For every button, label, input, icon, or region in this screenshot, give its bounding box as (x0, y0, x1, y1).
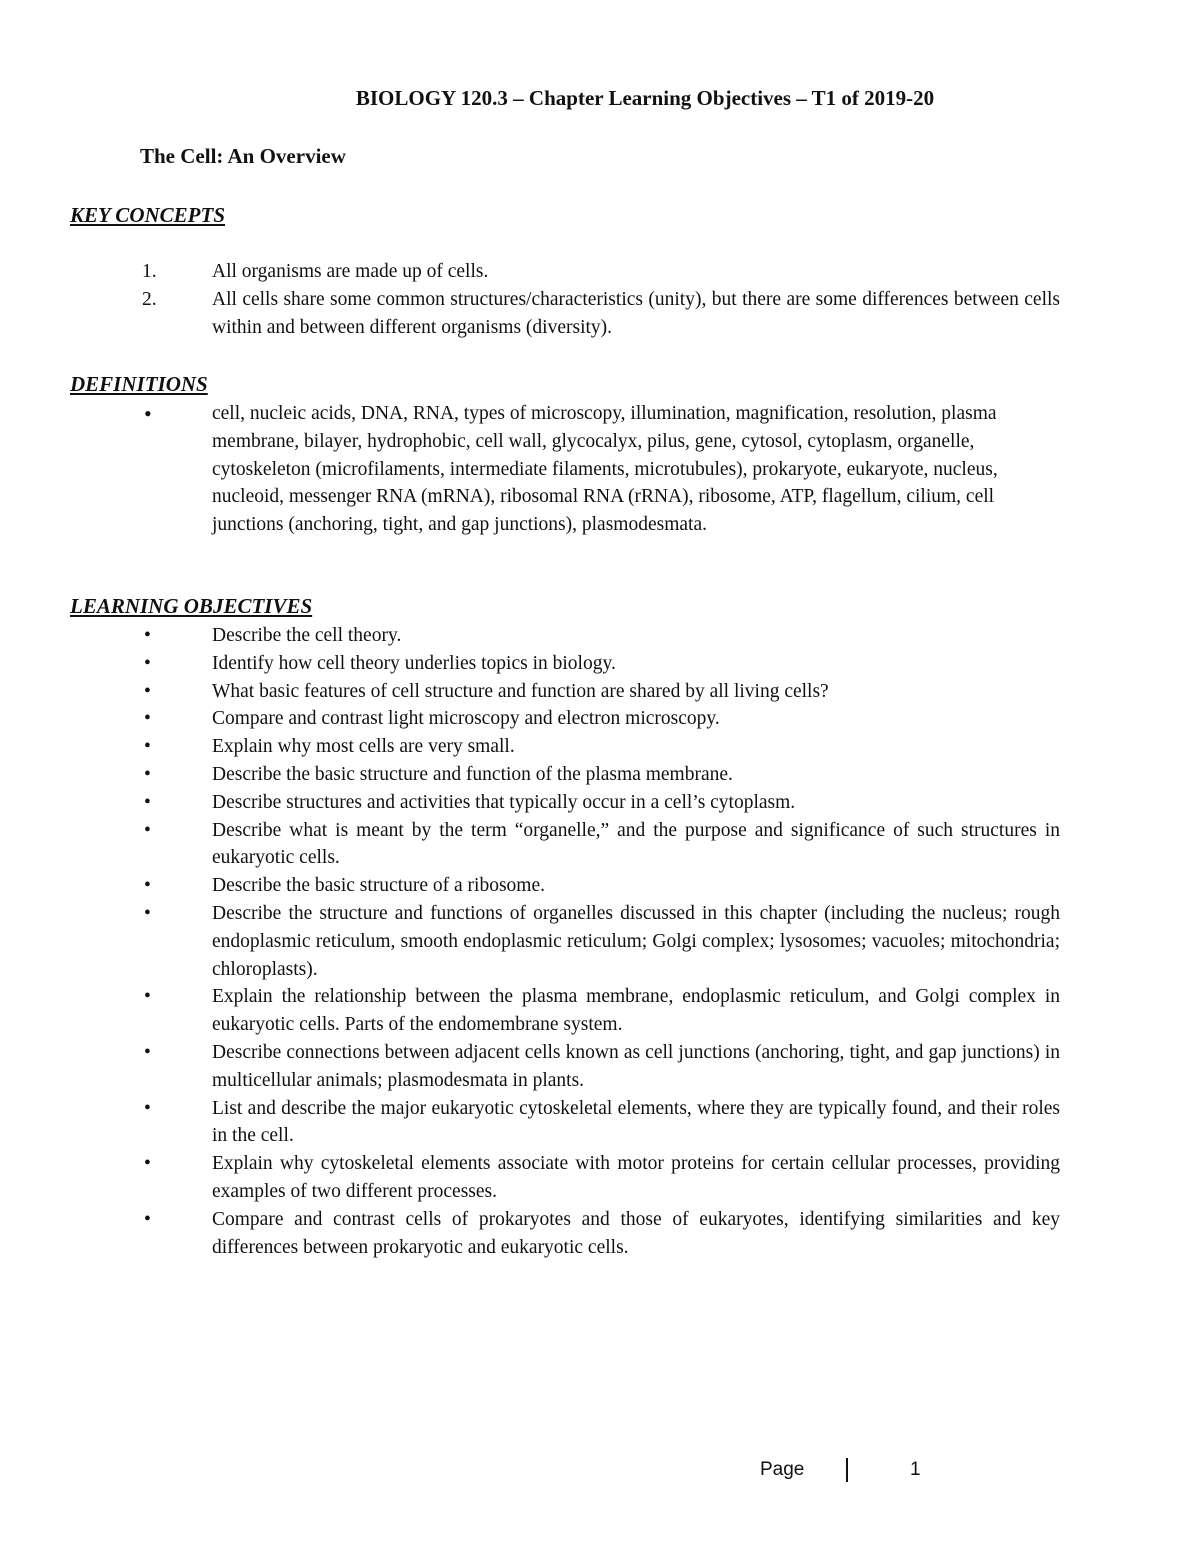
bullet-icon: • (144, 625, 151, 646)
bullet-icon: • (144, 736, 151, 758)
objective-item (70, 1150, 1060, 1206)
objective-item (70, 983, 1060, 1039)
objective-text: Explain why cytoskeletal elements associate with motor proteins for certain cellular processes, providing examples of two different processes. (212, 1153, 1060, 1202)
key-concepts-heading: KEY CONCEPTS (70, 203, 225, 227)
objective-text: Compare and contrast light microscopy and electron microscopy. (212, 708, 720, 730)
definition-text: cell, nucleic acids, DNA, RNA, types of microscopy, illumination, magnification, resolution, plasma membrane, bilayer, hydrophobic, cell wall, glycocalyx, pilus, gene, cytosol, cytoplasm, organelle, cytoskeleton (microfilaments, intermediate filaments, microtubules), prokaryote, eukaryote, nucleus, nucleoid, messenger RNA (mRNA), ribosomal RNA (rRNA), ribosome, ATP, flagellum, cilium, cell junctions (anchoring, tight, and gap junctions), plasmodesmata. (212, 403, 998, 536)
objective-text: List and describe the major eukaryotic cytoskeletal elements, where they are typically found, and their roles in the cell. (212, 1097, 1060, 1147)
bullet-icon: • (144, 680, 151, 702)
key-concept-text: All cells share some common structures/characteristics (unity), but there are some differences between cells within and between different organisms (diversity). (212, 288, 1060, 338)
bullet-icon: • (144, 401, 152, 426)
objective-text: Describe the structure and functions of organelles discussed in this chapter (including the nucleus; rough endoplasmic reticulum, smooth endoplasmic reticulum; Golgi complex; lysosomes; vacuoles; mitochondria; chloroplasts). (212, 902, 1060, 980)
page-footer (760, 1458, 921, 1482)
bullet-icon: • (144, 875, 151, 897)
objective-item (70, 789, 1060, 817)
list-number: 2. (142, 288, 157, 310)
objective-text: Describe what is meant by the term “organelle,” and the purpose and significance of such structures in eukaryotic cells. (212, 819, 1060, 869)
key-concept-item (70, 286, 1060, 342)
bullet-icon: • (144, 1041, 151, 1063)
objective-text: Compare and contrast cells of prokaryotes and those of eukaryotes, identifying similarities and key differences between prokaryotic and eukaryotic cells. (212, 1208, 1060, 1258)
objective-item (70, 900, 1060, 983)
bullet-icon: • (144, 819, 151, 841)
objective-text: Explain why most cells are very small. (212, 736, 515, 758)
bullet-icon: • (144, 708, 151, 730)
bullet-icon: • (144, 791, 151, 813)
objective-item (70, 650, 1060, 678)
bullet-icon: • (144, 986, 151, 1008)
footer-page-label: Page (760, 1459, 805, 1480)
objective-item (70, 678, 1060, 706)
footer-page-number: 1 (910, 1459, 921, 1480)
chapter-subtitle: The Cell: An Overview (140, 144, 346, 168)
key-concepts-list (70, 258, 1060, 341)
bullet-icon: • (144, 1097, 151, 1119)
objective-item (70, 1095, 1060, 1151)
learning-objectives-list (70, 622, 1060, 1261)
objective-text: What basic features of cell structure and function are shared by all living cells? (212, 680, 829, 702)
learning-objectives-heading: LEARNING OBJECTIVES (70, 594, 313, 618)
objective-text: Describe the basic structure of a ribosome. (212, 875, 546, 897)
bullet-icon: • (144, 763, 151, 785)
objective-item (70, 622, 1060, 650)
bullet-icon: • (144, 1208, 151, 1230)
definitions-list (70, 400, 1050, 539)
document-title: BIOLOGY 120.3 – Chapter Learning Objectives – T1 of 2019-20 (355, 86, 935, 110)
objective-item (70, 817, 1060, 873)
key-concept-text: All organisms are made up of cells. (212, 261, 489, 282)
objective-text: Describe the basic structure and function of the plasma membrane. (212, 763, 733, 785)
bullet-icon: • (144, 652, 151, 674)
objective-item (70, 733, 1060, 761)
objective-text: Describe the cell theory. (212, 625, 402, 646)
objective-item (70, 705, 1060, 733)
objective-text: Identify how cell theory underlies topics in biology. (212, 652, 616, 674)
objective-item (70, 1206, 1060, 1262)
objective-text: Describe connections between adjacent cells known as cell junctions (anchoring, tight, and gap junctions) in multicellular animals; plasmodesmata in plants. (212, 1041, 1060, 1091)
footer-divider (846, 1458, 848, 1482)
definitions-heading: DEFINITIONS (70, 372, 208, 396)
objective-item (70, 761, 1060, 789)
list-number: 1. (142, 261, 157, 282)
objective-item (70, 872, 1060, 900)
bullet-icon: • (144, 1153, 151, 1175)
key-concept-item (70, 258, 1060, 286)
objective-text: Explain the relationship between the plasma membrane, endoplasmic reticulum, and Golgi complex in eukaryotic cells. Parts of the endomembrane system. (212, 986, 1060, 1036)
objective-item (70, 1039, 1060, 1095)
definition-item (70, 400, 1050, 539)
bullet-icon: • (144, 902, 151, 924)
objective-text: Describe structures and activities that typically occur in a cell’s cytoplasm. (212, 791, 796, 813)
